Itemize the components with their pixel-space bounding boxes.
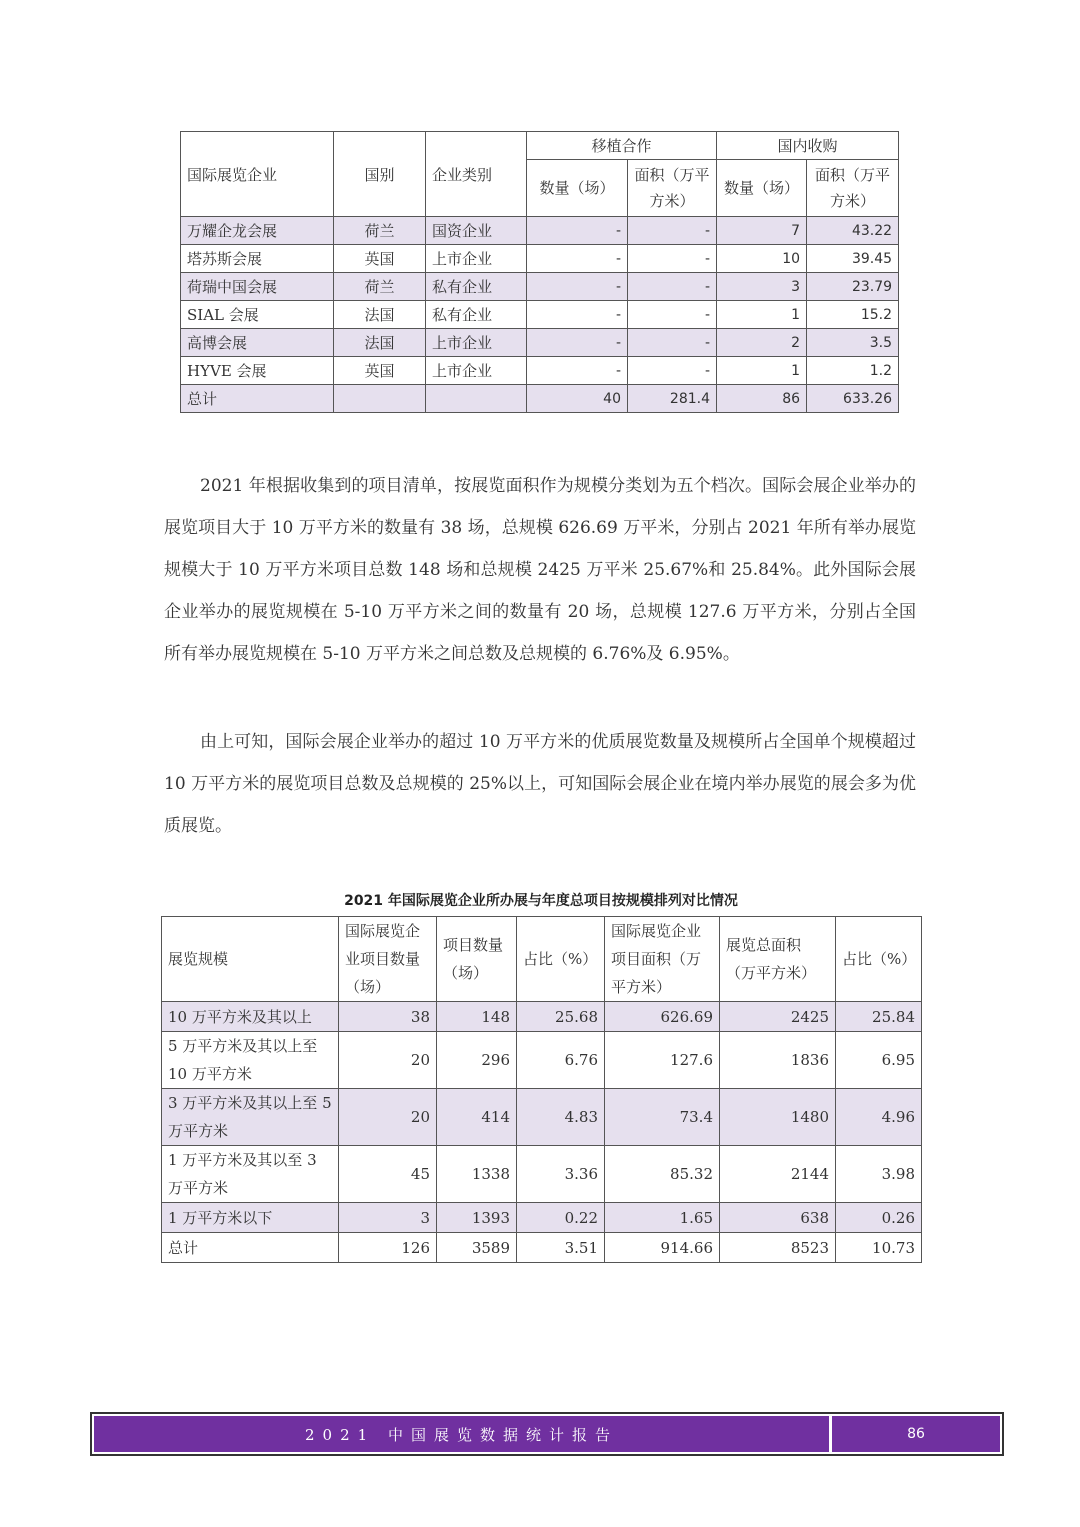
cell-scale: 10 万平方米及其以上 (162, 1002, 339, 1032)
cell-a-area: 39.45 (807, 245, 899, 273)
cell-t-area: - (628, 357, 717, 385)
cell-total-count: 414 (437, 1089, 517, 1146)
cell-a-count: 2 (717, 329, 807, 357)
cell-type: 国资企业 (426, 217, 527, 245)
cell-t-area: - (628, 217, 717, 245)
table2-caption: 2021 年国际展览企业所办展与年度总项目按规模排列对比情况 (344, 893, 738, 909)
cell-type: 上市企业 (426, 245, 527, 273)
cell-intl-count: 45 (339, 1146, 437, 1203)
table-row (181, 217, 899, 245)
header-intl-area: 国际展览企业项目面积（万平方米） (605, 917, 720, 1002)
cell-company: 万耀企龙会展 (181, 217, 334, 245)
cell-total-area: 8523 (720, 1233, 836, 1263)
cell-country: 英国 (334, 357, 426, 385)
header-intl-count: 国际展览企业项目数量（场） (339, 917, 437, 1002)
cell-a-count: 1 (717, 301, 807, 329)
scale-comparison-table (161, 916, 922, 1263)
table-row (162, 1032, 922, 1089)
cell-total-area: 1836 (720, 1032, 836, 1089)
cell-t-count: - (527, 217, 628, 245)
cell-t-count: 40 (527, 385, 628, 413)
cell-a-area: 633.26 (807, 385, 899, 413)
cell-t-count: - (527, 329, 628, 357)
cell-total-count: 3589 (437, 1233, 517, 1263)
header-total-area: 展览总面积（万平方米） (720, 917, 836, 1002)
cell-company: SIAL 会展 (181, 301, 334, 329)
cell-intl-count: 20 (339, 1089, 437, 1146)
table-row (181, 245, 899, 273)
cell-t-count: - (527, 357, 628, 385)
cell-country: 荷兰 (334, 217, 426, 245)
cell-pct1: 3.51 (517, 1233, 605, 1263)
header-total-count: 项目数量（场） (437, 917, 517, 1002)
cell-type: 上市企业 (426, 329, 527, 357)
cell-scale: 总计 (162, 1233, 339, 1263)
cell-company: 高博会展 (181, 329, 334, 357)
cell-scale: 3 万平方米及其以上至 5 万平方米 (162, 1089, 339, 1146)
header-country: 国别 (334, 132, 426, 217)
cell-type: 私有企业 (426, 273, 527, 301)
header-transplant-area: 面积（万平方米） (628, 160, 717, 217)
cell-intl-area: 914.66 (605, 1233, 720, 1263)
cell-a-count: 1 (717, 357, 807, 385)
cell-total-area: 2425 (720, 1002, 836, 1032)
cell-pct2: 25.84 (836, 1002, 922, 1032)
table-row (181, 385, 899, 413)
cell-a-count: 86 (717, 385, 807, 413)
cell-company: 塔苏斯会展 (181, 245, 334, 273)
cell-t-area: - (628, 245, 717, 273)
cell-a-area: 15.2 (807, 301, 899, 329)
cell-pct1: 6.76 (517, 1032, 605, 1089)
cell-pct2: 4.96 (836, 1089, 922, 1146)
cell-pct1: 25.68 (517, 1002, 605, 1032)
cell-t-count: - (527, 245, 628, 273)
report-title: 2021 中国展览数据统计报告 (94, 1416, 829, 1452)
cell-country: 荷兰 (334, 273, 426, 301)
cell-pct1: 3.36 (517, 1146, 605, 1203)
table-row (181, 273, 899, 301)
table-row (181, 357, 899, 385)
cell-pct2: 10.73 (836, 1233, 922, 1263)
cell-country (334, 385, 426, 413)
header-acquisition-area: 面积（万平方米） (807, 160, 899, 217)
cell-t-count: - (527, 301, 628, 329)
cell-type: 上市企业 (426, 357, 527, 385)
cell-scale: 5 万平方米及其以上至 10 万平方米 (162, 1032, 339, 1089)
cell-intl-count: 20 (339, 1032, 437, 1089)
table-row (162, 1002, 922, 1032)
cell-intl-count: 126 (339, 1233, 437, 1263)
table-row (162, 1203, 922, 1233)
cell-total-area: 2144 (720, 1146, 836, 1203)
cell-t-count: - (527, 273, 628, 301)
cell-pct2: 6.95 (836, 1032, 922, 1089)
cell-country: 英国 (334, 245, 426, 273)
cell-total-count: 148 (437, 1002, 517, 1032)
header-scale: 展览规模 (162, 917, 339, 1002)
page-number: 86 (832, 1416, 1000, 1452)
cell-type (426, 385, 527, 413)
cell-company: HYVE 会展 (181, 357, 334, 385)
header-pct1: 占比（%） (517, 917, 605, 1002)
cell-intl-area: 626.69 (605, 1002, 720, 1032)
cell-intl-count: 38 (339, 1002, 437, 1032)
header-transplant: 移植合作 (527, 132, 717, 160)
cell-intl-area: 73.4 (605, 1089, 720, 1146)
cell-a-area: 23.79 (807, 273, 899, 301)
header-pct2: 占比（%） (836, 917, 922, 1002)
table-row (162, 1233, 922, 1263)
cell-pct2: 3.98 (836, 1146, 922, 1203)
cell-a-area: 3.5 (807, 329, 899, 357)
acquisition-table (180, 131, 899, 413)
table-row (181, 329, 899, 357)
cell-total-area: 1480 (720, 1089, 836, 1146)
cell-a-count: 10 (717, 245, 807, 273)
table-row (181, 301, 899, 329)
cell-t-area: - (628, 273, 717, 301)
cell-total-area: 638 (720, 1203, 836, 1233)
cell-total-count: 1338 (437, 1146, 517, 1203)
cell-total-count: 1393 (437, 1203, 517, 1233)
paragraph-1: 2021 年根据收集到的项目清单，按展览面积作为规模分类划为五个档次。国际会展企业举办的展览项目大于 10 万平方米的数量有 38 场，总规模 626.69 万平米，分别占 2021 年所有举办展览规模大于 10 万平方米项目总数 148 场和总规模 2425 万平米 25.67%和 25.84%。此外国际会展企业举办的展览规模在 5-10 万平方米之间的数量有 20 场，总规模 127.6 万平方米，分别占全国所有举办展览规模在 5-10 万平方米之间总数及总规模的 6.76%及 6.95%。 (164, 476, 916, 664)
cell-company: 荷瑞中国会展 (181, 273, 334, 301)
cell-a-area: 43.22 (807, 217, 899, 245)
cell-pct1: 0.22 (517, 1203, 605, 1233)
cell-t-area: - (628, 301, 717, 329)
cell-intl-count: 3 (339, 1203, 437, 1233)
header-acquisition-count: 数量（场） (717, 160, 807, 217)
cell-t-area: - (628, 329, 717, 357)
cell-a-area: 1.2 (807, 357, 899, 385)
table-row (162, 1146, 922, 1203)
cell-type: 私有企业 (426, 301, 527, 329)
cell-a-count: 3 (717, 273, 807, 301)
header-type: 企业类别 (426, 132, 527, 217)
header-acquisition: 国内收购 (717, 132, 899, 160)
header-company: 国际展览企业 (181, 132, 334, 217)
cell-a-count: 7 (717, 217, 807, 245)
cell-scale: 1 万平方米以下 (162, 1203, 339, 1233)
cell-country: 法国 (334, 329, 426, 357)
header-transplant-count: 数量（场） (527, 160, 628, 217)
page-footer (90, 1412, 1004, 1456)
cell-t-area: 281.4 (628, 385, 717, 413)
cell-intl-area: 85.32 (605, 1146, 720, 1203)
cell-country: 法国 (334, 301, 426, 329)
cell-pct1: 4.83 (517, 1089, 605, 1146)
cell-intl-area: 127.6 (605, 1032, 720, 1089)
table-row (162, 1089, 922, 1146)
cell-company: 总计 (181, 385, 334, 413)
cell-intl-area: 1.65 (605, 1203, 720, 1233)
cell-total-count: 296 (437, 1032, 517, 1089)
paragraph-2: 由上可知，国际会展企业举办的超过 10 万平方米的优质展览数量及规模所占全国单个规模超过 10 万平方米的展览项目总数及总规模的 25%以上，可知国际会展企业在境内举办展览的展会多为优质展览。 (164, 732, 916, 836)
cell-pct2: 0.26 (836, 1203, 922, 1233)
cell-scale: 1 万平方米及其以至 3 万平方米 (162, 1146, 339, 1203)
